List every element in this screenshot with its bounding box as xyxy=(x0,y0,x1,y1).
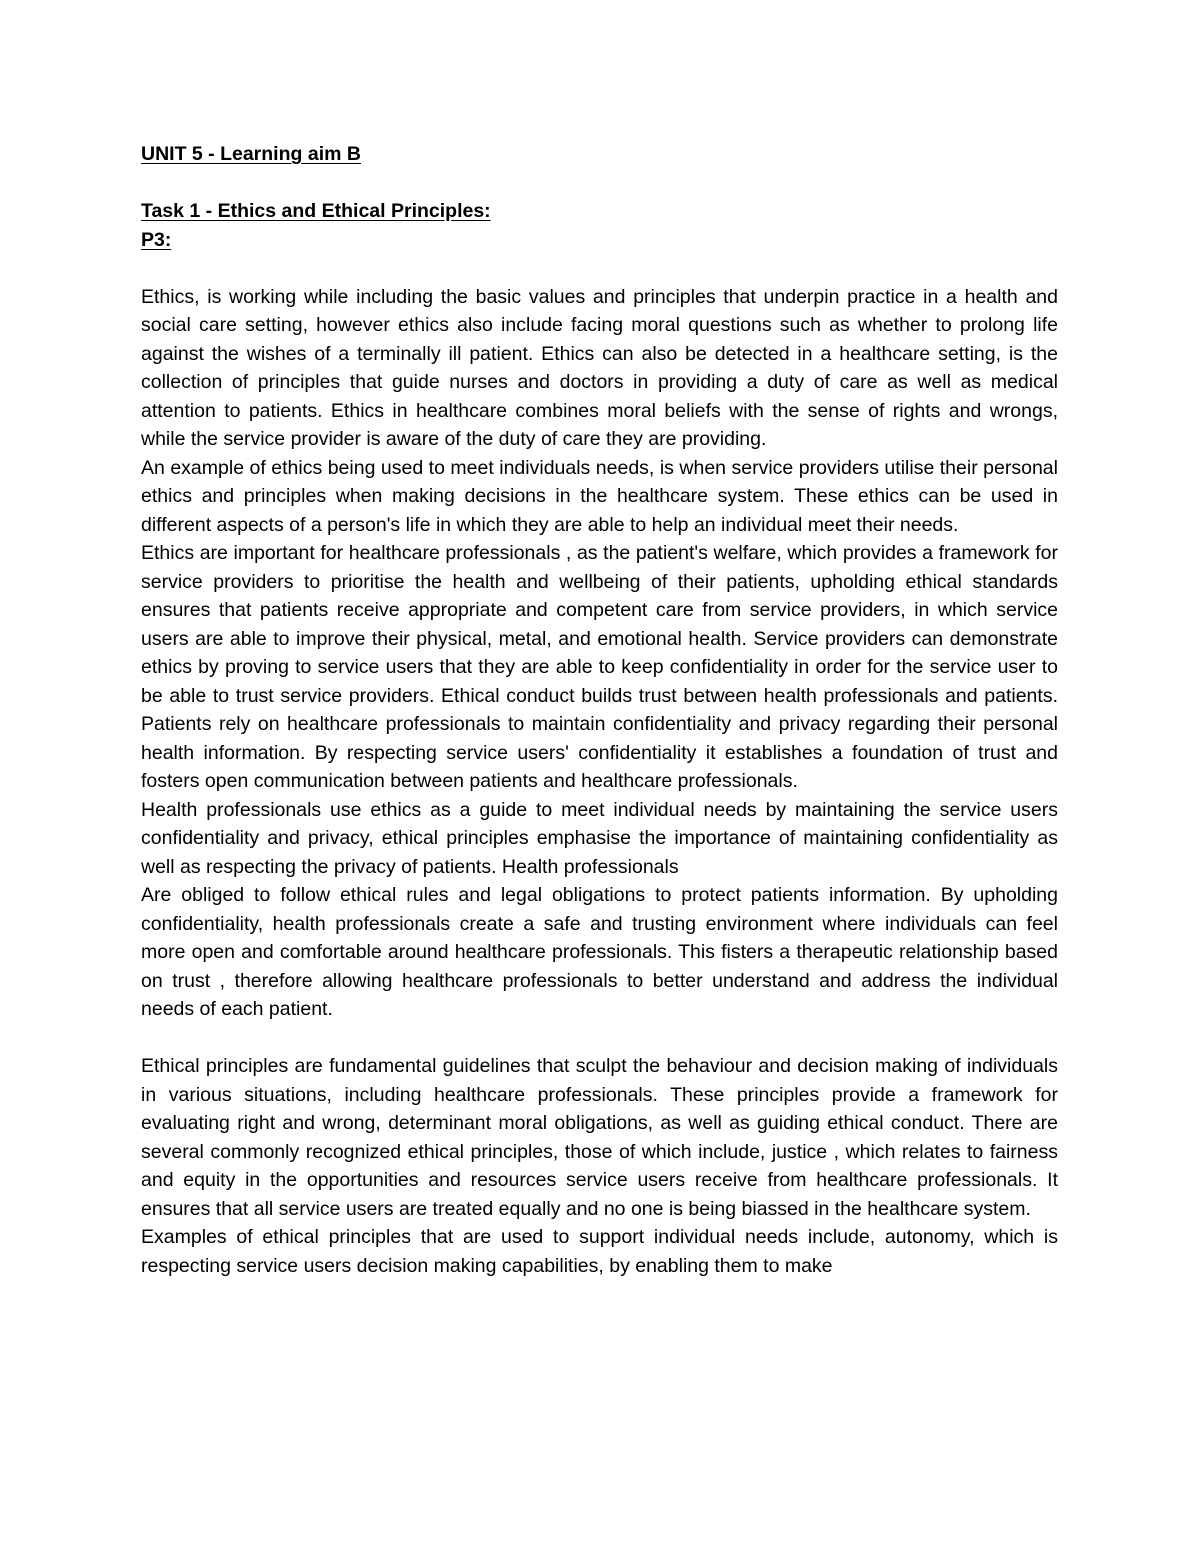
paragraph-ethics-definition: Ethics, is working while including the basic values and principles that underpin practice in a health and social care setting, however ethics also include facing moral questions such as whether to prolong life against the wishes of a terminally ill patient. Ethics can also be detected in a healthcare setting, is the collection of principles that guide nurses and doctors in providing a duty of care as well as medical attention to patients. Ethics in healthcare combines moral beliefs with the sense of rights and wrongs, while the service provider is aware of the duty of care they are providing. xyxy=(141,285,1058,450)
blank-line xyxy=(141,254,1058,283)
paragraph-ethics-guide: Health professionals use ethics as a guide to meet individual needs by maintaining the service users confidentiality and privacy, ethical principles emphasise the importance of maintaining confidentiality as well as respecting the privacy of patients. Health professionals xyxy=(141,798,1058,878)
criterion-heading: P3: xyxy=(141,228,172,251)
blank-line xyxy=(141,169,1058,198)
paragraph-principles-examples: Examples of ethical principles that are used to support individual needs include, autonomy, which is respecting service users decision making capabilities, by enabling them to make xyxy=(141,1226,1058,1277)
unit-heading: UNIT 5 - Learning aim B xyxy=(141,143,361,165)
document-body xyxy=(141,140,1058,1280)
paragraph-ethical-principles: Ethical principles are fundamental guidelines that sculpt the behaviour and decision making of individuals in various situations, including healthcare professionals. These principles provide a framework for evaluating right and wrong, determinant moral obligations, as well as guiding ethical conduct. There are several commonly recognized ethical principles, those of which include, justice , which relates to fairness and equity in the opportunities and resources service users receive from healthcare professionals. It ensures that all service users are treated equally and no one is being biassed in the healthcare system. xyxy=(141,1055,1058,1220)
paragraph-ethics-importance: Ethics are important for healthcare professionals , as the patient's welfare, which provides a framework for service providers to prioritise the health and wellbeing of their patients, upholding ethical standards ensures that patients receive appropriate and competent care from service providers, in which service users are able to improve their physical, metal, and emotional health. Service providers can demonstrate ethics by proving to service users that they are able to keep confidentiality in order for the service user to be able to trust service providers. Ethical conduct builds trust between health professionals and patients. Patients rely on healthcare professionals to maintain confidentiality and privacy regarding their personal health information. By respecting service users' confidentiality it establishes a foundation of trust and fosters open communication between patients and healthcare professionals. xyxy=(141,542,1058,792)
blank-line xyxy=(141,1024,1058,1053)
task-heading: Task 1 - Ethics and Ethical Principles: xyxy=(141,200,491,222)
paragraph-ethics-obligations: Are obliged to follow ethical rules and legal obligations to protect patients information. By upholding confidentiality, health professionals create a safe and trusting environment where individuals can feel more open and comfortable around healthcare professionals. This fisters a therapeutic relationship based on trust , therefore allowing healthcare professionals to better understand and address the individual needs of each patient. xyxy=(141,884,1058,1020)
paragraph-ethics-example: An example of ethics being used to meet individuals needs, is when service providers utilise their personal ethics and principles when making decisions in the healthcare system. These ethics can be used in different aspects of a person's life in which they are able to help an individual meet their needs. xyxy=(141,456,1058,536)
